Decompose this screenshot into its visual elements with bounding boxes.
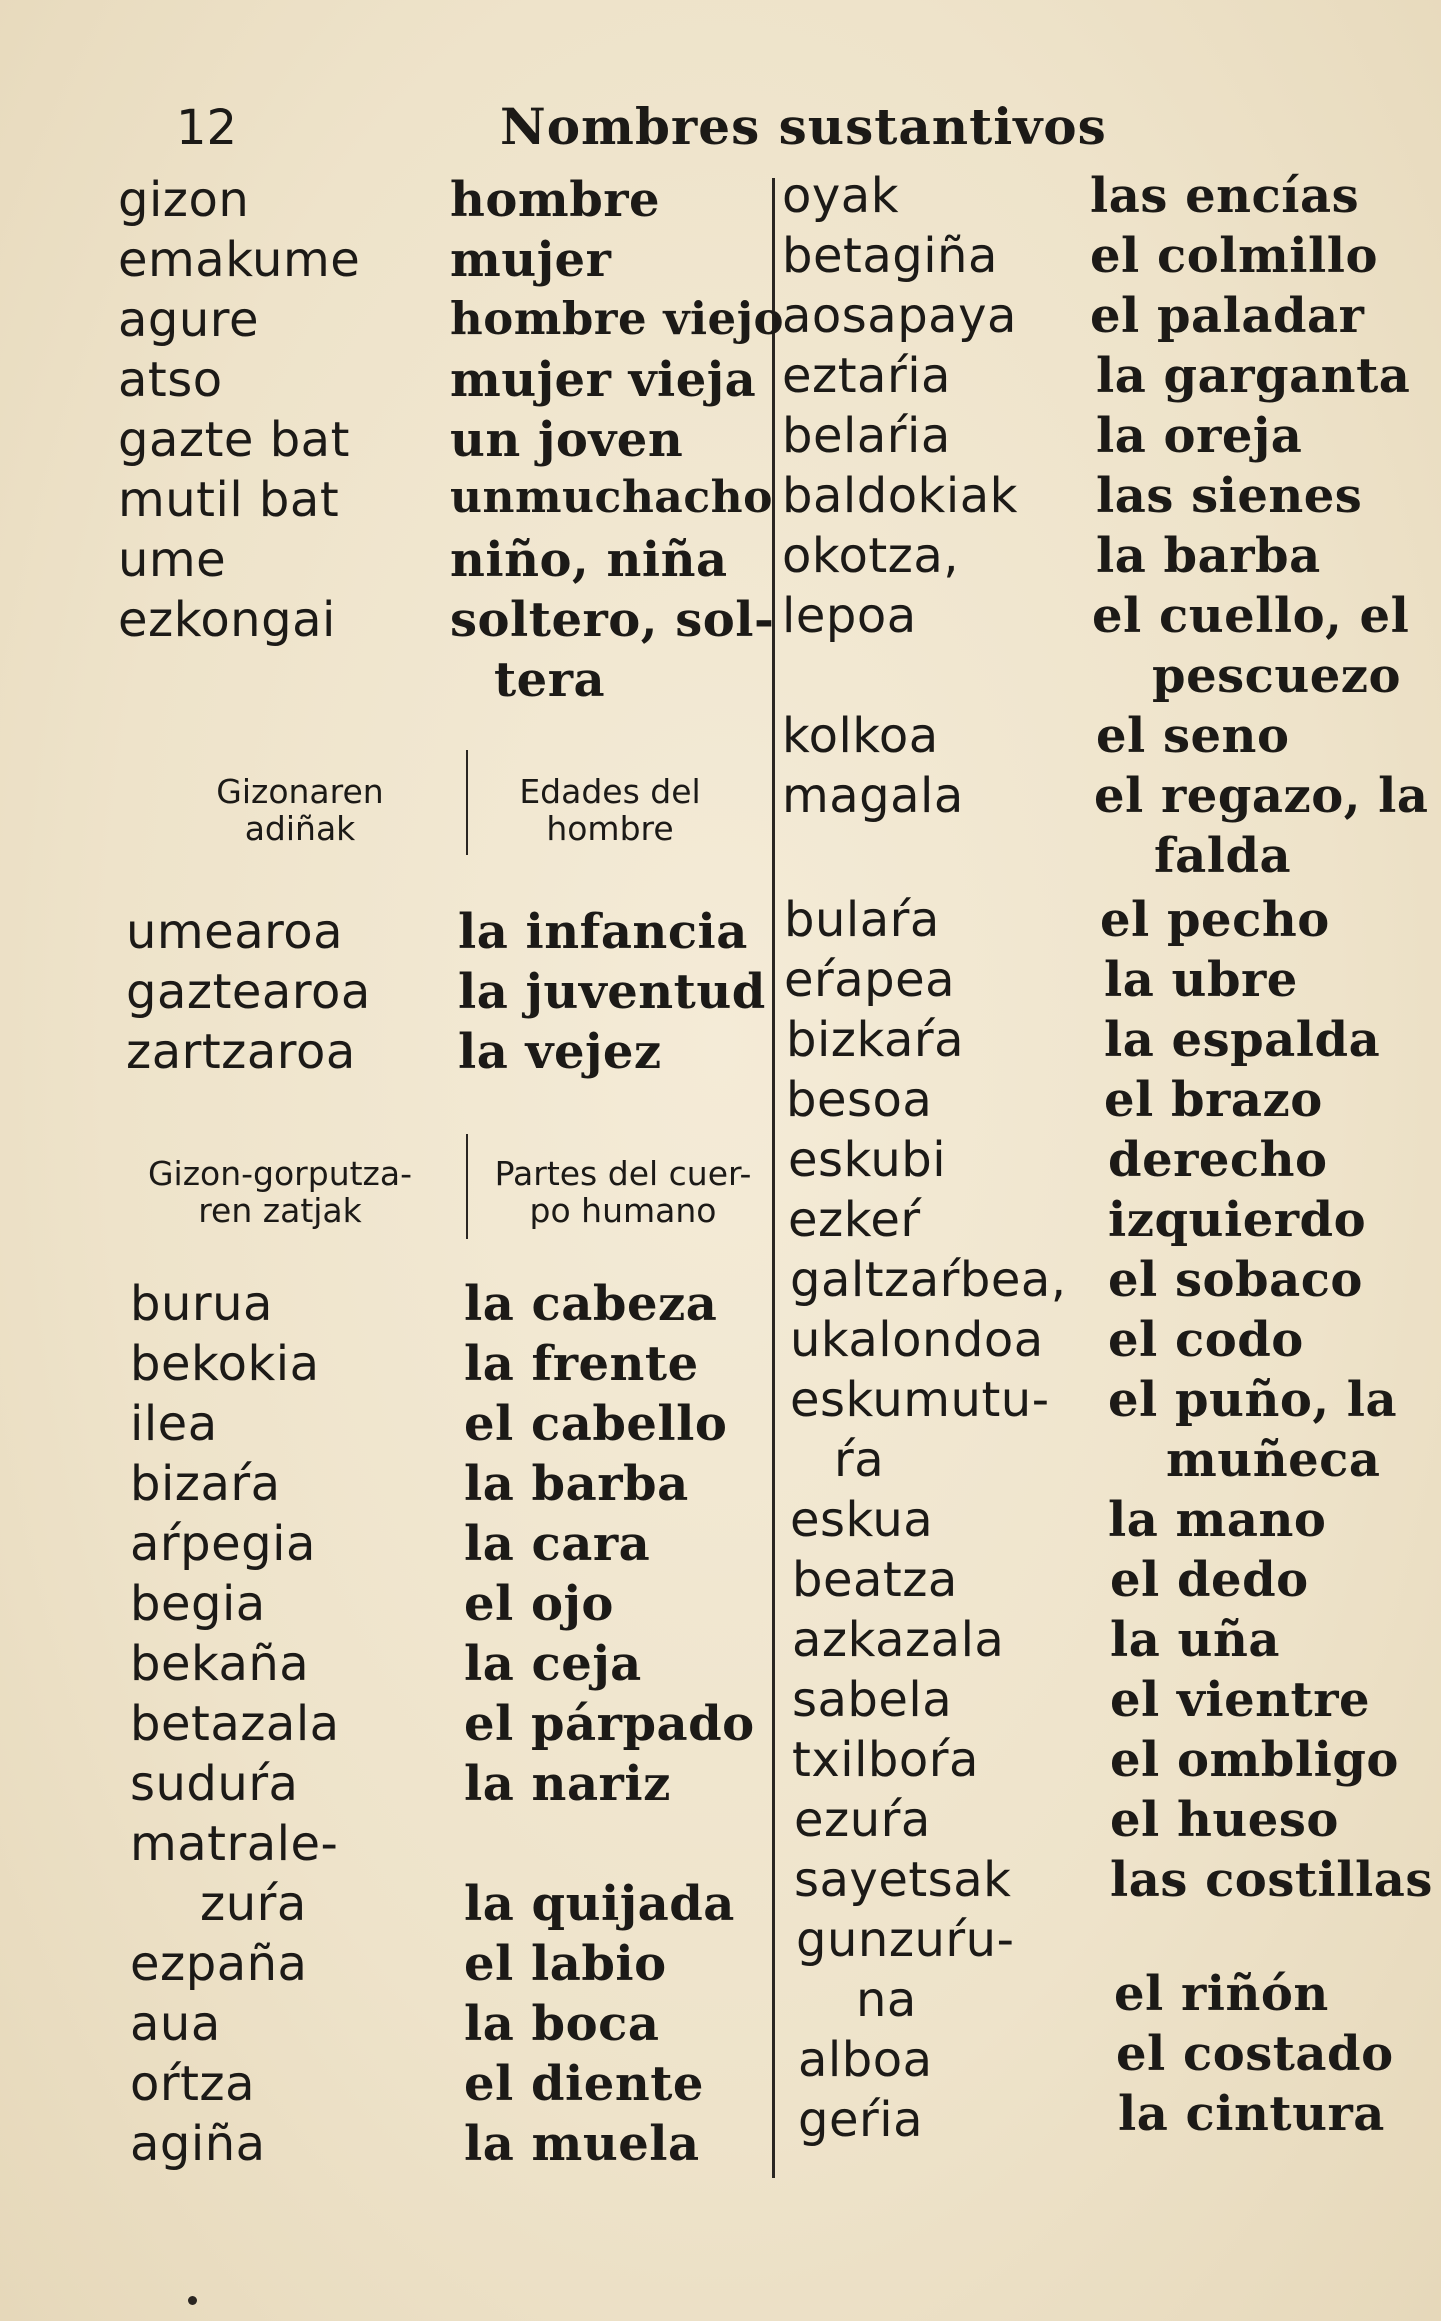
spanish-term-continuation: falda [1154,828,1292,884]
page-title: Nombres sustantivos [500,97,1107,156]
basque-term: oŕtza [130,2056,256,2112]
spanish-term: el codo [1108,1312,1304,1368]
spanish-term: las encías [1090,168,1360,224]
spanish-term: mujer vieja [450,352,757,408]
basque-term-continuation: na [856,1972,917,2028]
spanish-term: la uña [1110,1612,1280,1668]
basque-term: sayetsak [794,1852,1012,1908]
basque-term: aŕpegia [130,1516,316,1572]
spanish-term: la mano [1108,1492,1327,1548]
spanish-term: la cara [464,1516,651,1572]
spanish-term: mujer [450,232,612,288]
spanish-term: el ombligo [1110,1732,1399,1788]
basque-term: lepoa [782,588,917,644]
section-heading-basque [170,772,430,848]
spanish-term: la espalda [1104,1012,1381,1068]
basque-term: bekaña [130,1636,310,1692]
heading-line: Edades del [519,772,701,811]
basque-term: beatza [792,1552,958,1608]
spanish-term: niño, niña [450,532,728,588]
basque-term: aosapaya [782,288,1017,344]
spanish-term: el cabello [464,1396,728,1452]
basque-term: txilboŕa [792,1732,979,1788]
spanish-term: las sienes [1096,468,1363,524]
spanish-term: soltero, sol- [450,592,775,648]
spanish-term: la juventud [458,964,766,1020]
spanish-term: el costado [1116,2026,1394,2082]
page-number: 12 [176,100,238,156]
heading-line: Partes del cuer- [494,1154,752,1193]
basque-term: gazte bat [118,412,350,468]
spanish-term: la quijada [464,1876,735,1932]
spanish-term: el puño, la [1108,1372,1398,1428]
spanish-term-continuation: muñeca [1166,1432,1381,1488]
heading-line: adiñak [244,809,356,848]
basque-term: geŕia [798,2092,923,2148]
spanish-term: el vientre [1110,1672,1371,1728]
basque-term: gunzuŕu- [796,1912,1015,1968]
spanish-term: la ubre [1104,952,1298,1008]
spanish-term: la frente [464,1336,699,1392]
basque-term: betazala [130,1696,340,1752]
basque-term: eskubi [788,1132,947,1188]
basque-term: azkazala [792,1612,1005,1668]
basque-term: ezpaña [130,1936,308,1992]
spanish-term: el riñón [1114,1966,1329,2022]
basque-term: bulaŕa [784,892,940,948]
basque-term: eskumutu- [790,1372,1050,1428]
spanish-term: el ojo [464,1576,614,1632]
spanish-term: el seno [1096,708,1290,764]
spanish-term: la vejez [458,1024,662,1080]
basque-term: atso [118,352,223,408]
spanish-term: unmuchacho [450,472,773,523]
basque-term: ezuŕa [794,1792,931,1848]
basque-term: galtzaŕbea, [790,1252,1067,1308]
basque-term: bizaŕa [130,1456,281,1512]
spanish-term: el pecho [1100,892,1330,948]
basque-term: eŕapea [784,952,956,1008]
spanish-term: la infancia [458,904,748,960]
basque-term: begia [130,1576,266,1632]
heading-divider [466,750,468,855]
basque-term: bekokia [130,1336,320,1392]
basque-term: eskua [790,1492,934,1548]
basque-term: gaztearoa [126,964,371,1020]
spanish-term: la barba [1096,528,1321,584]
basque-term-continuation: ŕa [834,1432,885,1488]
basque-term: mutil bat [118,472,340,528]
basque-term: matrale- [130,1816,339,1872]
basque-term: bizkaŕa [786,1012,965,1068]
section-heading-spanish [478,1154,768,1230]
spanish-term: el colmillo [1090,228,1378,284]
spanish-term: izquierdo [1108,1192,1367,1248]
basque-term: okotza, [782,528,960,584]
basque-term: ume [118,532,227,588]
spanish-term: la ceja [464,1636,642,1692]
basque-term: agiña [130,2116,266,2172]
section-heading-spanish [480,772,740,848]
spanish-term: la muela [464,2116,700,2172]
spanish-term: el diente [464,2056,704,2112]
spanish-term: hombre viejo [450,292,784,345]
heading-line: Gizon-gorputza- [147,1154,413,1193]
spanish-term: el hueso [1110,1792,1339,1848]
spanish-term-continuation: pescuezo [1152,648,1402,704]
basque-term: gizon [118,172,250,228]
basque-term: betagiña [782,228,998,284]
basque-term: ezkeŕ [788,1192,921,1248]
basque-term: oyak [782,168,899,224]
spanish-term: derecho [1108,1132,1328,1188]
ink-speck [188,2296,197,2305]
section-heading-basque [120,1154,440,1230]
basque-term: emakume [118,232,361,288]
basque-term: aua [130,1996,221,2052]
basque-term: suduŕa [130,1756,299,1812]
basque-term: baldokiak [782,468,1018,524]
spanish-term: el dedo [1110,1552,1309,1608]
spanish-term: las costillas [1110,1852,1433,1908]
basque-term: zartzaroa [126,1024,356,1080]
spanish-term: el párpado [464,1696,755,1752]
basque-term-continuation: zuŕa [200,1876,307,1932]
heading-line: Gizonaren [216,772,384,811]
spanish-term: la cabeza [464,1276,718,1332]
heading-divider [466,1134,468,1239]
spanish-term: el sobaco [1108,1252,1363,1308]
spanish-term: la garganta [1096,348,1411,404]
spanish-term: el labio [464,1936,667,1992]
spanish-term: hombre [450,172,661,228]
spanish-term: la cintura [1118,2086,1385,2142]
basque-term: ilea [130,1396,218,1452]
heading-line: ren zatjak [198,1191,362,1230]
spanish-term: un joven [450,412,684,468]
basque-term: belaŕia [782,408,951,464]
basque-term: agure [118,292,260,348]
basque-term: ukalondoa [790,1312,1044,1368]
basque-term: eztaŕia [782,348,951,404]
basque-term: magala [782,768,964,824]
spanish-term: el regazo, la [1094,768,1429,824]
spanish-term: el paladar [1090,288,1365,344]
spanish-term: la barba [464,1456,689,1512]
heading-line: po humano [529,1191,717,1230]
heading-line: hombre [546,809,674,848]
basque-term: burua [130,1276,273,1332]
basque-term: alboa [798,2032,933,2088]
basque-term: ezkongai [118,592,336,648]
basque-term: umearoa [126,904,344,960]
spanish-term: la nariz [464,1756,671,1812]
spanish-term: la oreja [1096,408,1303,464]
spanish-term-continuation: tera [494,652,606,708]
spanish-term: la boca [464,1996,660,2052]
spanish-term: el cuello, el [1092,588,1410,644]
basque-term: kolkoa [782,708,939,764]
basque-term: besoa [786,1072,933,1128]
basque-term: sabela [792,1672,953,1728]
spanish-term: el brazo [1104,1072,1323,1128]
